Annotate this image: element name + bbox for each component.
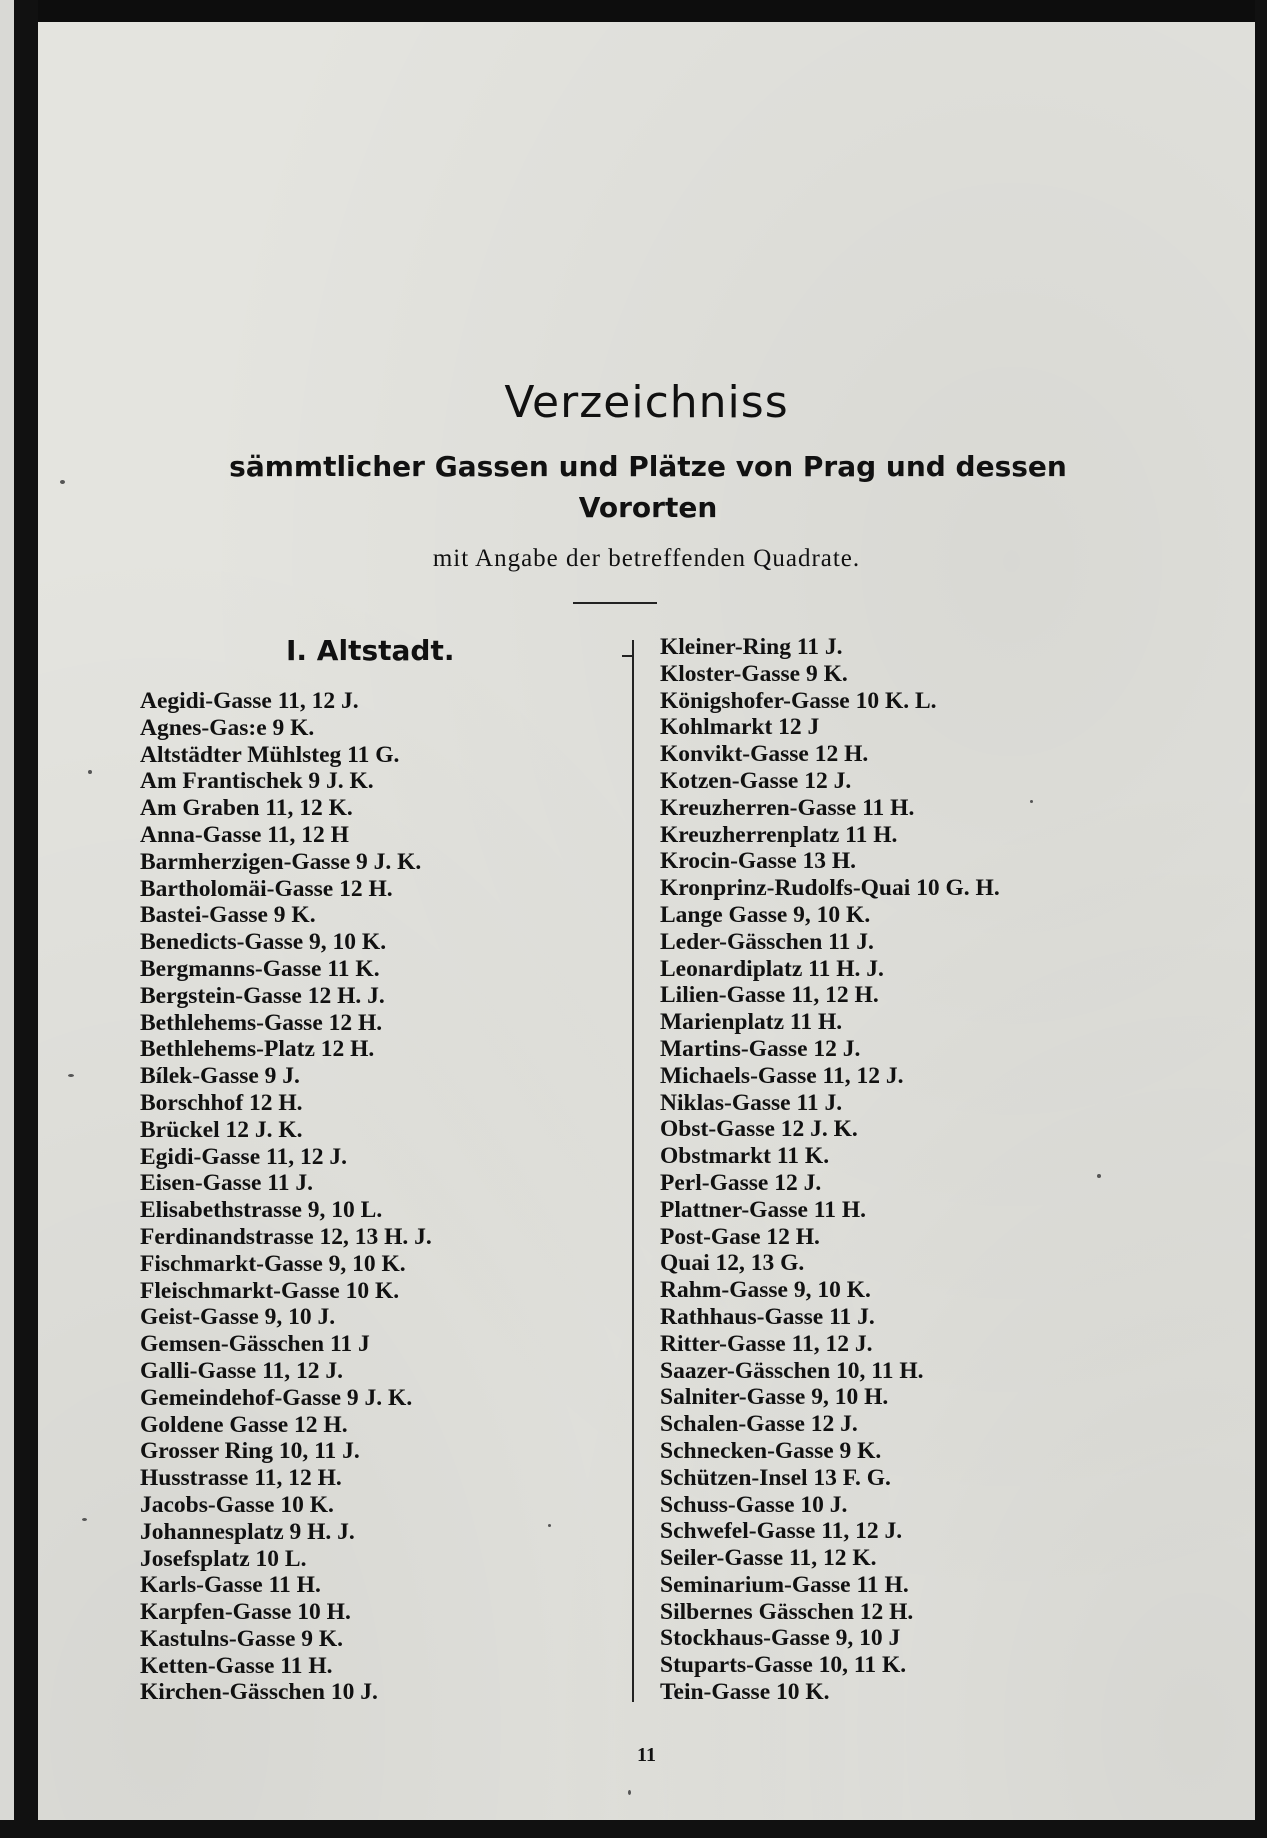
scan-speck — [82, 1518, 87, 1521]
list-item: Martins-Gasse 12 J. — [660, 1035, 861, 1062]
list-item: Post-Gase 12 H. — [660, 1223, 820, 1250]
list-item: Schwefel-Gasse 11, 12 J. — [660, 1518, 903, 1545]
list-item: Geist-Gasse 9, 10 J. — [140, 1304, 336, 1331]
list-item: Johannesplatz 9 H. J. — [140, 1518, 355, 1545]
list-item: Kleiner-Ring 11 J. — [660, 634, 843, 660]
list-item: Michaels-Gasse 11, 12 J. — [660, 1062, 904, 1089]
list-item: Fischmarkt-Gasse 9, 10 K. — [140, 1250, 406, 1277]
list-item: Bergmanns-Gasse 11 K. — [140, 955, 380, 982]
list-item: Lange Gasse 9, 10 K. — [660, 901, 871, 928]
list-item: Seiler-Gasse 11, 12 K. — [660, 1545, 877, 1572]
list-item: Lilien-Gasse 11, 12 H. — [660, 982, 879, 1009]
scan-speck — [60, 480, 65, 484]
list-item: Kronprinz-Rudolfs-Quai 10 G. H. — [660, 875, 1000, 902]
title-rule — [573, 602, 657, 604]
list-item: Quai 12, 13 G. — [660, 1250, 805, 1277]
page-subnote: mit Angabe der betreffenden Quadrate. — [432, 545, 861, 572]
list-item: Elisabethstrasse 9, 10 L. — [140, 1197, 383, 1224]
list-item: Kastulns-Gasse 9 K. — [140, 1625, 344, 1652]
list-item: Egidi-Gasse 11, 12 J. — [140, 1143, 347, 1170]
list-item: Königshofer-Gasse 10 K. L. — [660, 687, 937, 714]
list-item: Salniter-Gasse 9, 10 H. — [660, 1384, 889, 1411]
list-item: Grosser Ring 10, 11 J. — [140, 1438, 360, 1465]
list-item: Aegidi-Gasse 11, 12 J. — [140, 688, 359, 714]
list-item: Schuss-Gasse 10 J. — [660, 1491, 848, 1518]
list-item: Schützen-Insel 13 F. G. — [660, 1464, 891, 1491]
page-subtitle: sämmtlicher Gassen und Plätze von Prag und dessen Vororten — [229, 450, 1067, 524]
list-item: Kotzen-Gasse 12 J. — [660, 767, 852, 794]
list-item: Tein-Gasse 10 K. — [660, 1679, 830, 1706]
list-item: Brückel 12 J. K. — [140, 1116, 303, 1143]
page-number: 11 — [637, 1744, 656, 1766]
list-item: Ritter-Gasse 11, 12 J. — [660, 1330, 873, 1357]
list-item: Niklas-Gasse 11 J. — [660, 1089, 843, 1116]
list-item: Kreuzherrenplatz 11 H. — [660, 821, 898, 848]
scan-speck — [88, 770, 92, 774]
list-item: Kohlmarkt 12 J — [660, 714, 820, 741]
list-item: Goldene Gasse 12 H. — [140, 1411, 348, 1438]
column-divider-tick — [622, 655, 632, 657]
list-item: Schnecken-Gasse 9 K. — [660, 1437, 882, 1464]
list-item: Barmherzigen-Gasse 9 J. K. — [140, 848, 422, 875]
list-item: Leonardiplatz 11 H. J. — [660, 955, 884, 982]
scan-speck — [68, 1074, 74, 1077]
list-item: Karpfen-Gasse 10 H. — [140, 1599, 351, 1626]
list-item: Marienplatz 11 H. — [660, 1009, 843, 1036]
list-item: Obstmarkt 11 K. — [660, 1143, 830, 1170]
list-item: Bartholomäi-Gasse 12 H. — [140, 875, 393, 902]
list-item: Kirchen-Gässchen 10 J. — [140, 1679, 378, 1706]
scan-speck — [628, 1790, 631, 1795]
list-item: Gemeindehof-Gasse 9 J. K. — [140, 1384, 413, 1411]
list-item: Altstädter Mühlsteg 11 G. — [140, 741, 400, 768]
section-heading: I. Altstadt. — [286, 634, 455, 667]
list-item: Krocin-Gasse 13 H. — [660, 848, 857, 875]
list-item: Ketten-Gasse 11 H. — [140, 1652, 333, 1679]
street-list-left — [140, 688, 432, 1706]
list-item: Silbernes Gässchen 12 H. — [660, 1598, 914, 1625]
list-item: Rahm-Gasse 9, 10 K. — [660, 1277, 871, 1304]
list-item: Bethlehems-Gasse 12 H. — [140, 1009, 383, 1036]
list-item: Plattner-Gasse 11 H. — [660, 1196, 867, 1223]
list-item: Bílek-Gasse 9 J. — [140, 1063, 300, 1090]
list-item: Bergstein-Gasse 12 H. J. — [140, 982, 385, 1009]
list-item: Benedicts-Gasse 9, 10 K. — [140, 929, 387, 956]
list-item: Kreuzherren-Gasse 11 H. — [660, 794, 915, 821]
list-item: Rathhaus-Gasse 11 J. — [660, 1303, 875, 1330]
list-item: Kloster-Gasse 9 K. — [660, 660, 848, 687]
list-item: Saazer-Gässchen 10, 11 H. — [660, 1357, 924, 1384]
list-item: Leder-Gässchen 11 J. — [660, 928, 874, 955]
scan-border-right — [1255, 0, 1267, 1838]
scan-speck — [548, 1524, 551, 1527]
list-item: Stuparts-Gasse 10, 11 K. — [660, 1652, 907, 1679]
list-item: Ferdinandstrasse 12, 13 H. J. — [140, 1223, 432, 1250]
list-item: Bethlehems-Platz 12 H. — [140, 1036, 375, 1063]
scan-edge-strip — [0, 0, 14, 1838]
list-item: Agnes-Gas:e 9 K. — [140, 714, 315, 741]
book-page — [38, 22, 1255, 1820]
list-item: Gemsen-Gässchen 11 J — [140, 1331, 370, 1358]
list-item: Karls-Gasse 11 H. — [140, 1572, 321, 1599]
scan-speck — [1097, 1174, 1101, 1178]
list-item: Konvikt-Gasse 12 H. — [660, 741, 869, 768]
list-item: Am Frantischek 9 J. K. — [140, 768, 374, 795]
list-item: Husstrasse 11, 12 H. — [140, 1465, 342, 1492]
list-item: Bastei-Gasse 9 K. — [140, 902, 316, 929]
list-item: Josefsplatz 10 L. — [140, 1545, 307, 1572]
street-list-right — [660, 634, 1000, 1706]
scan-border-bottom — [0, 1820, 1267, 1838]
scan-speck — [1030, 800, 1033, 803]
page-title: Verzeichniss — [504, 377, 789, 428]
list-item: Borschhof 12 H. — [140, 1089, 303, 1116]
list-item: Eisen-Gasse 11 J. — [140, 1170, 314, 1197]
list-item: Stockhaus-Gasse 9, 10 J — [660, 1625, 901, 1652]
list-item: Perl-Gasse 12 J. — [660, 1169, 822, 1196]
column-divider — [632, 640, 634, 1702]
list-item: Galli-Gasse 11, 12 J. — [140, 1357, 344, 1384]
list-item: Seminarium-Gasse 11 H. — [660, 1571, 909, 1598]
list-item: Schalen-Gasse 12 J. — [660, 1411, 858, 1438]
list-item: Jacobs-Gasse 10 K. — [140, 1491, 334, 1518]
list-item: Anna-Gasse 11, 12 H — [140, 821, 349, 848]
list-item: Obst-Gasse 12 J. K. — [660, 1116, 858, 1143]
list-item: Fleischmarkt-Gasse 10 K. — [140, 1277, 400, 1304]
list-item: Am Graben 11, 12 K. — [140, 795, 353, 822]
